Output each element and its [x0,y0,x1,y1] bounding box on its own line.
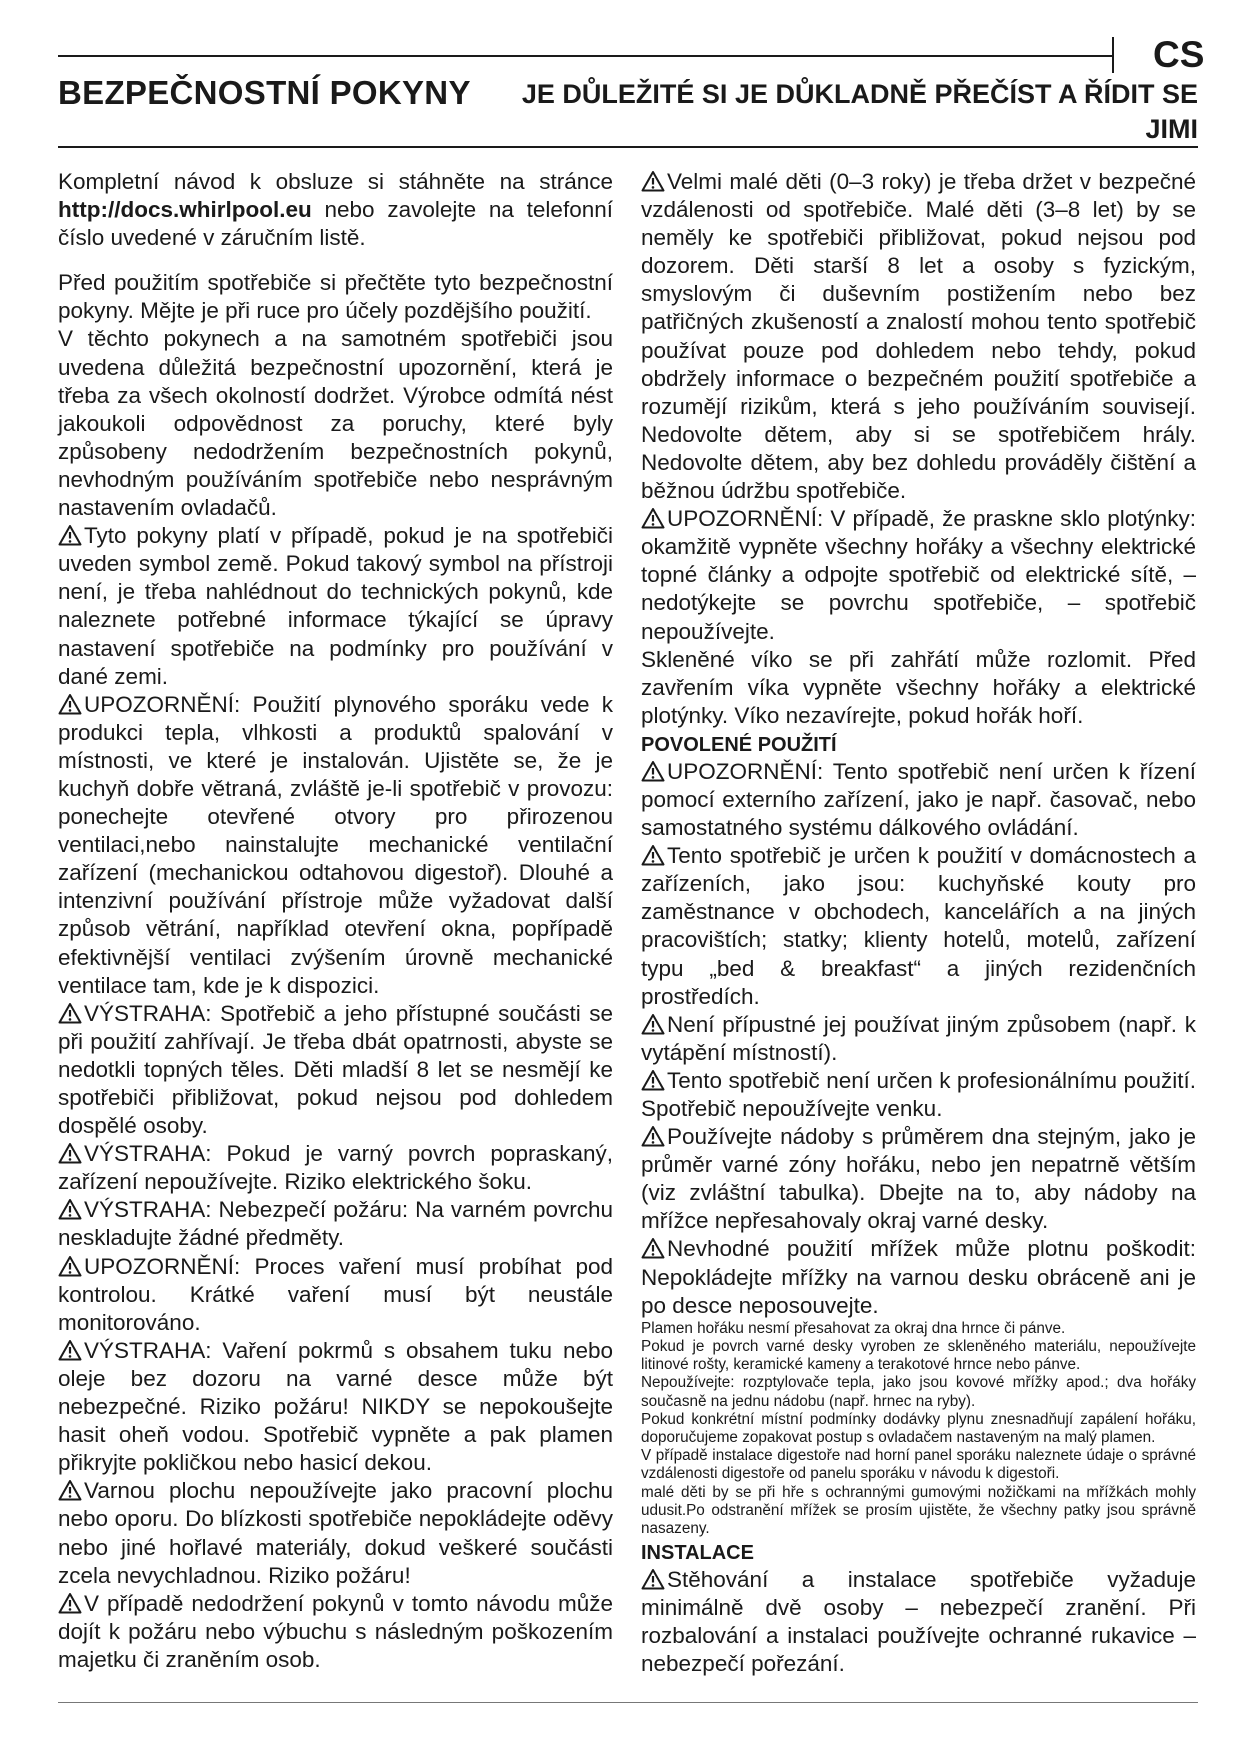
section-heading-permitted-use: POVOLENÉ POUŽITÍ [641,733,837,756]
warning-item [58,1590,613,1674]
warning-triangle-icon [58,1142,82,1164]
header-bottom-rule [58,146,1198,148]
footer-rule [58,1702,1198,1703]
header-tick-mark [1112,37,1114,73]
paragraph: Před použitím spotřebiče si přečtěte tyto bezpečnostní pokyny. Mějte je při ruce pro účely pozdějšího použití. [58,270,613,324]
page-subtitle: JE DŮLEŽITÉ SI JE DŮKLADNĚ PŘEČÍST A ŘÍDIT SE JIMI [521,79,1198,144]
warning-triangle-icon [641,844,665,866]
warning-triangle-icon [58,1198,82,1220]
warning-text: Používejte nádoby s průměrem dna stejným, jako je průměr varné zóny hořáku, nebo jen nepatrně větším (viz zvláštní tabulka). Dbejte na to, aby nádoby na mřížce nepřesahovaly okraj varné desky. [641,1124,1196,1234]
warning-text: Tento spotřebič je určen k použití v domácnostech a zařízeních, jako jsou: kuchyňské kouty pro zaměstnance v obchodech, kancelářích a na jiných pracovištích; statky; klienty hotelů, motelů, zařízení typu „bed & breakfast“ a jiných rezidenčních prostředích. [641,843,1196,1009]
warning-text: UPOZORNĚNÍ: Použití plynového sporáku vede k produkci tepla, vlhkosti a produktů spalování v místnosti, ve které je instalován. Ujistěte se, že je kuchyň dobře větraná, zvláště je-li spotřebič v provozu: ponechejte otevřené otvory pro přirozenou ventilaci,nebo nainstalujte mechanické ventilační zařízení (mechanickou odtahovou digestoř). Dlouhé a intenzivní používání přístroje může vyžadovat další způsob větrání, například otevření okna, popřípadě efektivnější ventilaci zvýšením úrovně mechanické ventilace tam, kde je k dispozici. [58,691,613,998]
warning-item [641,505,1196,645]
header-top-rule [58,55,1112,57]
warning-text: UPOZORNĚNÍ: V případě, že praskne sklo plotýnky: okamžitě vypněte všechny hořáky a všechny elektrické topné články a odpojte spotřebič od elektrické sítě, – nedotýkejte se povrchu spotřebiče, – spotřebič nepoužívejte. [641,506,1196,644]
warning-item [641,1067,1196,1123]
warning-item [641,168,1196,505]
warning-triangle-icon [641,507,665,529]
small-print: Pokud konkrétní místní podmínky dodávky plynu znesnadňují zapálení hořáku, doporučujeme zopakovat postup s ovladačem nastaveným na malý plamen. [641,1410,1196,1446]
warning-text: Stěhování a instalace spotřebiče vyžaduje minimálně dvě osoby – nebezpečí zranění. Při rozbalování a instalaci používejte ochranné rukavice – nebezpečí pořezání. [641,1567,1196,1677]
warning-text: UPOZORNĚNÍ: Proces vaření musí probíhat pod kontrolou. Krátké vaření musí být neustále monitorováno. [58,1253,613,1335]
intro-paragraph [58,168,613,252]
warning-item [58,1337,613,1477]
section-heading-installation: INSTALACE [641,1542,754,1565]
right-column [641,168,1196,1679]
warning-item [641,842,1196,1011]
left-column [58,168,613,1674]
warning-triangle-icon [58,1479,82,1501]
warning-item [641,1235,1196,1319]
warning-triangle-icon [641,1568,665,1590]
manual-url-link[interactable]: http://docs.whirlpool.eu [58,197,312,223]
small-print: malé děti by se při hře s ochrannými gumovými nožičkami na mřížkách mohly udusit.Po odstranění mřížek se prosím ujistěte, že všechny patky jsou správně nasazeny. [641,1483,1196,1537]
warning-item [58,1196,613,1252]
warning-text: VÝSTRAHA: Nebezpečí požáru: Na varném povrchu neskladujte žádné předměty. [58,1197,613,1251]
warning-text: VÝSTRAHA: Pokud je varný povrch popraskaný, zařízení nepoužívejte. Riziko elektrického šoku. [58,1141,613,1195]
warning-item [58,1000,613,1140]
warning-triangle-icon [641,1125,665,1147]
warning-text: Není přípustné jej používat jiným způsobem (např. k vytápění místností). [641,1011,1196,1065]
warning-text: VÝSTRAHA: Spotřebič a jeho přístupné součásti se při použití zahřívají. Je třeba dbát opatrnosti, abyste se nedotkli topných těles. Děti mladší 8 let se nesmějí ke spotřebiči přibližovat, pokud nejsou pod dohledem dospělé osoby. [58,1000,613,1139]
warning-triangle-icon [58,693,82,715]
warning-text: Tento spotřebič není určen k profesionálnímu použití. Spotřebič nepoužívejte venku. [641,1067,1196,1121]
warning-item [58,1140,613,1196]
warning-triangle-icon [58,1002,82,1024]
warning-triangle-icon [58,1255,82,1277]
warning-item [641,1566,1196,1678]
warning-item [58,1253,613,1337]
warning-triangle-icon [58,1592,82,1614]
small-print: Plamen hořáku nesmí přesahovat za okraj dna hrnce či pánve. [641,1319,1066,1337]
page-title: BEZPEČNOSTNÍ POKYNY [58,74,471,111]
warning-item [58,691,613,1000]
warning-item [58,1477,613,1589]
warning-triangle-icon [58,1339,82,1361]
small-print: Nepoužívejte: rozptylovače tepla, jako jsou kovové mřížky apod.; dva hořáky současně na jednu nádobu (např. hrnec na ryby). [641,1374,1196,1410]
warning-text: V případě nedodržení pokynů v tomto návodu může dojít k požáru nebo výbuchu s následným poškozením majetku či zraněním osob. [58,1590,613,1672]
small-print: Pokud je povrch varné desky vyroben ze skleněného materiálu, nepoužívejte litinové rošty, keramické kameny a terakotové hrnce nebo pánve. [641,1337,1196,1374]
warning-text: Tyto pokyny platí v případě, pokud je na spotřebiči uveden symbol země. Pokud takový symbol na přístroji není, je třeba nahlédnout do technických pokynů, kde naleznete potřebné informace týkající se úpravy nastavení spotřebiče na podmínky pro používání v dané zemi. [58,523,613,689]
warning-text: Varnou plochu nepoužívejte jako pracovní plochu nebo oporu. Do blízkosti spotřebiče nepokládejte oděvy nebo jiné hořlavé materiály, dokud veškeré součásti zcela nevychladnou. Riziko požáru! [58,1478,613,1588]
warning-triangle-icon [58,524,82,546]
paragraph: V těchto pokynech a na samotném spotřebiči jsou uvedena důležitá bezpečnostní upozornění, která je třeba za všech okolností dodržet. Výrobce odmítá nést jakoukoli odpovědnost za poruchy, které byly způsobeny nedodržením bezpečnostních pokynů, nevhodným používáním spotřebiče nebo nesprávným nastavením ovladačů. [58,326,613,521]
language-code: CS [1153,34,1205,75]
warning-item [58,522,613,691]
warning-triangle-icon [641,1069,665,1091]
warning-item [641,1011,1196,1067]
warning-triangle-icon [641,760,665,782]
warning-text: UPOZORNĚNÍ: Tento spotřebič není určen k řízení pomocí externího zařízení, jako je např. časovač, nebo samostatného systému dálkového ovládání. [641,758,1196,841]
intro-text-end: nebo zavolejte na telefonní číslo uvedené v záručním listě. [58,197,613,251]
small-print: V případě instalace digestoře nad horní panel sporáku naleznete údaje o správné vzdálenosti digestoře od panelu sporáku v návodu k digestoři. [641,1447,1196,1483]
warning-text: Nevhodné použití mřížek může plotnu poškodit: Nepokládejte mřížky na varnou desku obráceně ani je po desce neposouvejte. [641,1236,1196,1318]
intro-text-start: Kompletní návod k obsluze si stáhněte na stránce [58,169,613,194]
warning-text: VÝSTRAHA: Vaření pokrmů s obsahem tuku nebo oleje bez dozoru na varné desce může být nebezpečné. Riziko požáru! NIKDY se nepokoušejte hasit oheň vodou. Spotřebič vypněte a pak plamen přikryjte pokličkou nebo hasicí dekou. [58,1337,613,1476]
warning-triangle-icon [641,1237,665,1259]
warning-item [641,758,1196,842]
warning-item [641,1123,1196,1235]
warning-text: Velmi malé děti (0–3 roky) je třeba držet v bezpečné vzdálenosti od spotřebiče. Malé děti (3–8 let) by se neměly ke spotřebiči přibližovat, pokud nejsou pod dozorem. Děti starší 8 let a osoby s fyzickým, smyslovým či duševním postižením nebo bez patřičných zkušeností a znalostí mohou tento spotřebič používat pouze pod dohledem nebo tehdy, pokud obdržely informace o bezpečném použití spotřebiče a rozumějí rizikům, která s jeho používáním souvisejí. Nedovolte dětem, aby si se spotřebičem hrály. Nedovolte dětem, aby bez dohledu prováděly čištění a běžnou údržbu spotřebiče. [641,169,1196,504]
paragraph: Skleněné víko se při zahřátí může rozlomit. Před zavřením víka vypněte všechny hořáky a elektrické plotýnky. Víko nezavírejte, pokud hořák hoří. [641,646,1196,728]
warning-triangle-icon [641,170,665,192]
warning-triangle-icon [641,1013,665,1035]
